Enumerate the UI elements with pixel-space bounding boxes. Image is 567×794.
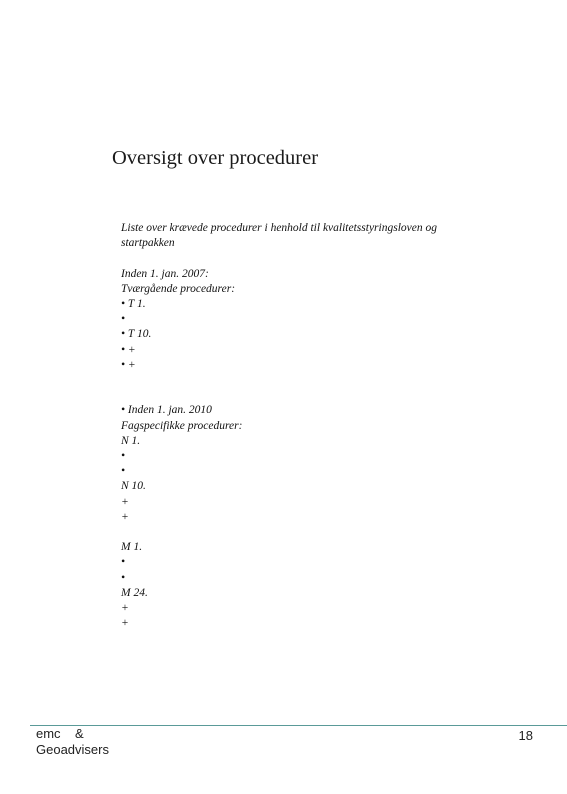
- intro-text-cont: startpakken: [121, 237, 175, 250]
- section1-heading: Inden 1. jan. 2007:: [121, 267, 209, 280]
- footer-organization: [36, 726, 109, 758]
- list-item: +: [121, 495, 129, 508]
- footer-divider: [30, 725, 567, 726]
- list-item: • T 10.: [121, 328, 152, 341]
- list-item: M 24.: [121, 586, 148, 599]
- list-item: •: [121, 465, 126, 478]
- footer-org-line2: Geoadvisers: [36, 742, 109, 757]
- intro-text: Liste over krævede procedurer i henhold til kvalitetsstyringsloven og: [121, 222, 437, 234]
- footer-org-line1: emc &: [36, 726, 84, 741]
- list-item: •: [121, 571, 126, 584]
- list-item: +: [121, 602, 129, 615]
- list-item: • +: [121, 343, 136, 356]
- page-number: 18: [518, 728, 533, 743]
- procedure-list: [121, 221, 466, 631]
- list-item: +: [121, 617, 129, 630]
- list-item: M 1.: [121, 541, 143, 554]
- section1-subheading: Tværgående procedurer:: [121, 282, 236, 295]
- list-item: N 10.: [121, 480, 146, 493]
- list-item: • T 1.: [121, 298, 146, 310]
- list-item: • +: [121, 358, 136, 371]
- page-title: Oversigt over procedurer: [112, 147, 319, 169]
- list-item: •: [121, 450, 126, 462]
- list-item: +: [121, 510, 129, 523]
- section2-subheading: Fagspecifikke procedurer:: [121, 419, 243, 432]
- list-item: N 1.: [121, 434, 141, 447]
- list-item: •: [121, 313, 126, 326]
- section2-heading: • Inden 1. jan. 2010: [121, 404, 212, 417]
- list-item: •: [121, 556, 126, 569]
